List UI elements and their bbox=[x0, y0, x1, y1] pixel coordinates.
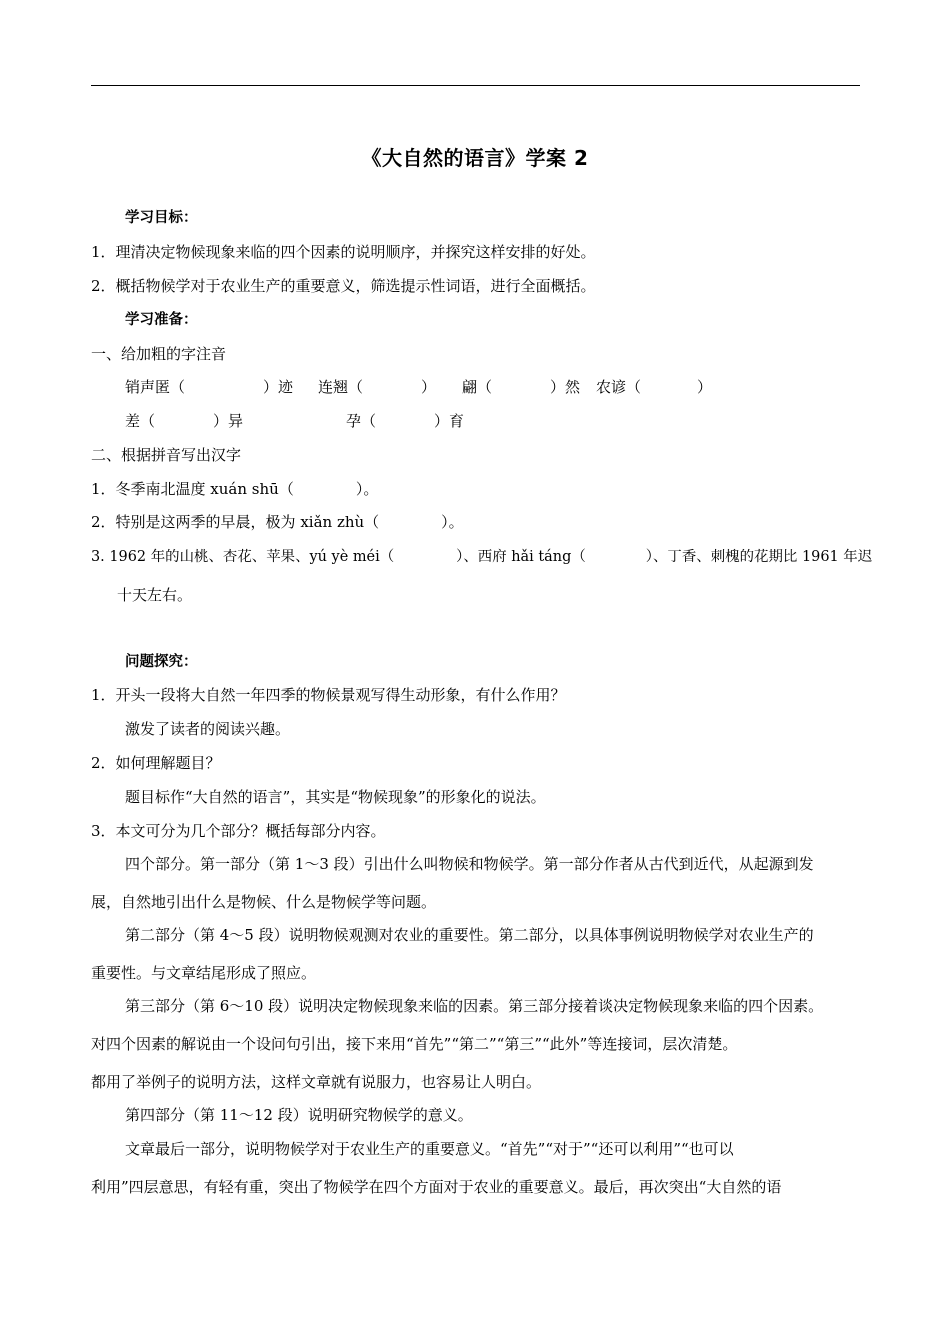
pinyin-item-label-end: ） bbox=[421, 378, 437, 396]
answer-para-3-line-1: 第三部分（第 6～10 段）说明决定物候现象来临的因素。第三部分接着谈决定物候现象来临的四个因素。 bbox=[125, 997, 824, 1015]
question-text-end: ）。 bbox=[441, 513, 464, 531]
answer-para-4: 第四部分（第 11～12 段）说明研究物候学的意义。 bbox=[125, 1106, 473, 1124]
pinyin-item-label: 销声匿（ bbox=[125, 378, 186, 396]
pinyin-item-pianran bbox=[462, 376, 580, 398]
pinyin-item-label-end: ）迹 bbox=[263, 378, 294, 396]
pinyin-item-label-end: ）异 bbox=[213, 412, 244, 430]
explore-question-1: 1．开头一段将大自然一年四季的物候景观写得生动形象，有什么作用？ bbox=[91, 686, 566, 704]
answer-para-5-line-1: 文章最后一部分，说明物候学对于农业生产的重要意义。“首先”“对于”“还可以利用”“也可以 bbox=[125, 1140, 734, 1158]
header-rule bbox=[91, 85, 860, 86]
prep-heading: 学习准备： bbox=[125, 312, 198, 328]
pinyin-item-label: 孕（ bbox=[346, 412, 377, 430]
question-text: 3. 1962 年的山桃、杏花、苹果、yú yè méi（ bbox=[91, 549, 395, 565]
pinyin-item-label: 差（ bbox=[125, 412, 156, 430]
hanzi-question-1 bbox=[91, 478, 378, 500]
answer-para-3-line-3: 都用了举例子的说明方法，这样文章就有说服力，也容易让人明白。 bbox=[91, 1073, 542, 1091]
pinyin-item-yunyu bbox=[346, 410, 464, 432]
answer-para-2-line-1: 第二部分（第 4～5 段）说明物候观测对农业的重要性。第二部分，以具体事例说明物候学对农业生产的 bbox=[125, 926, 814, 944]
pinyin-item-chayi bbox=[125, 410, 243, 432]
explore-question-3: 3．本文可分为几个部分？概括每部分内容。 bbox=[91, 822, 386, 840]
explore-heading: 问题探究： bbox=[125, 654, 198, 670]
question-text-end: ）、丁香、刺槐的花期比 1961 年迟 bbox=[645, 549, 873, 565]
answer-para-1-line-1: 四个部分。第一部分（第 1～3 段）引出什么叫物候和物候学。第一部分作者从古代到近代，从起源到发 bbox=[125, 855, 814, 873]
pinyin-item-label-end: ） bbox=[697, 378, 713, 396]
answer-para-1-line-2: 展，自然地引出什么是物候、什么是物候学等问题。 bbox=[91, 893, 437, 911]
answer-para-5-line-2: 利用”四层意思，有轻有重，突出了物候学在四个方面对于农业的重要意义。最后，再次突出“大自然的语 bbox=[91, 1178, 782, 1196]
prep-section1-title: 一、给加粗的字注音 bbox=[91, 345, 227, 363]
hanzi-question-3-cont: 十天左右。 bbox=[117, 586, 193, 604]
pinyin-item-label: 翩（ bbox=[462, 378, 493, 396]
answer-para-3-line-2: 对四个因素的解说由一个设问句引出，接下来用“首先”“第二”“第三”“此外”等连接词，层次清楚。 bbox=[91, 1035, 738, 1053]
explore-answer-1: 激发了读者的阅读兴趣。 bbox=[125, 720, 291, 738]
pinyin-item-xiaoshengniji bbox=[125, 376, 293, 398]
answer-para-2-line-2: 重要性。与文章结尾形成了照应。 bbox=[91, 964, 317, 982]
goals-heading: 学习目标： bbox=[125, 210, 198, 226]
prep-section2-title: 二、根据拼音写出汉字 bbox=[91, 446, 242, 464]
hanzi-question-2 bbox=[91, 511, 464, 533]
question-text: 1．冬季南北温度 xuán shū（ bbox=[91, 480, 294, 498]
question-text-mid: ）、西府 hǎi táng（ bbox=[456, 549, 586, 565]
document-title: 《大自然的语言》学案 2 bbox=[361, 146, 589, 170]
pinyin-item-label-end: ）育 bbox=[434, 412, 465, 430]
pinyin-item-nongyan bbox=[596, 376, 712, 398]
pinyin-item-label: 连翘（ bbox=[318, 378, 364, 396]
explore-answer-2: 题目标作“大自然的语言”，其实是“物候现象”的形象化的说法。 bbox=[125, 788, 546, 806]
pinyin-item-lianqiao bbox=[318, 376, 436, 398]
question-text: 2．特别是这两季的早晨，极为 xiǎn zhù（ bbox=[91, 513, 380, 531]
hanzi-question-3 bbox=[91, 546, 872, 568]
explore-question-2: 2．如何理解题目？ bbox=[91, 754, 221, 772]
goal-item-2: 2．概括物候学对于农业生产的重要意义，筛选提示性词语，进行全面概括。 bbox=[91, 277, 596, 295]
question-text-end: ）。 bbox=[355, 480, 379, 498]
pinyin-item-label: 农谚（ bbox=[596, 378, 642, 396]
goal-item-1: 1．理清决定物候现象来临的四个因素的说明顺序，并探究这样安排的好处。 bbox=[91, 243, 596, 261]
pinyin-item-label-end: ）然 bbox=[550, 378, 581, 396]
